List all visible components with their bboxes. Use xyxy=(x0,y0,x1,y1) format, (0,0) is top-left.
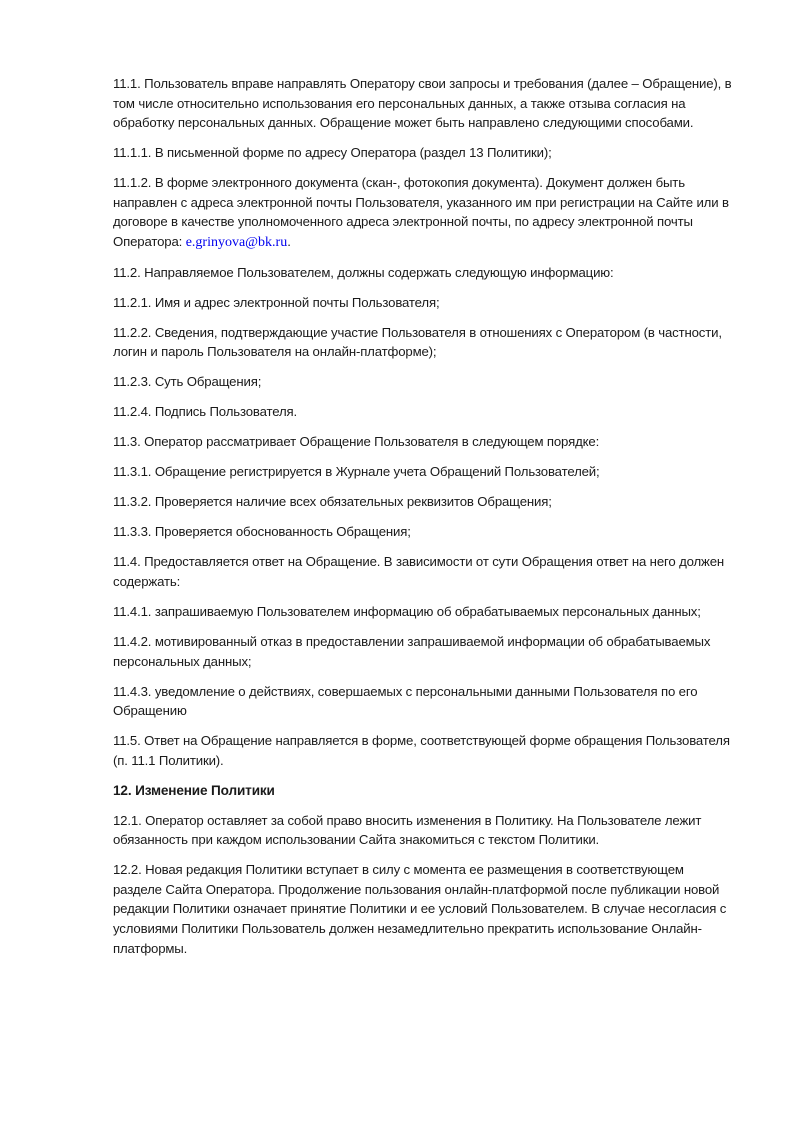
paragraph-11-2-2: 11.2.2. Сведения, подтверждающие участие Пользователя в отношениях с Оператором (в частности, логин и пароль Пользователя на онлайн-платформе); xyxy=(113,324,722,360)
paragraph-11-4-2: 11.4.2. мотивированный отказ в предоставлении запрашиваемой информации об обрабатываемых персональных данных; xyxy=(113,633,711,669)
section-heading-12: 12. Изменение Политики xyxy=(113,782,275,798)
paragraph-11-4-3: 11.4.3. уведомление о действиях, совершаемых с персональными данными Пользователя по его Обращению xyxy=(113,683,698,719)
paragraph-11-3-1: 11.3.1. Обращение регистрируется в Журнале учета Обращений Пользователей; xyxy=(113,464,600,480)
paragraph-11-2-4: 11.2.4. Подпись Пользователя. xyxy=(113,404,298,420)
paragraph-11-3-3: 11.3.3. Проверяется обоснованность Обращения; xyxy=(113,524,411,540)
paragraph-11-1-2-end: . xyxy=(287,233,291,249)
paragraph-11-1: 11.1. Пользователь вправе направлять Оператору свои запросы и требования (далее – Обращение), в том числе относительно использования его персональных данных, а также отзыва согласия на обработку персональных данных. Обращение может быть направлено следующими способами. xyxy=(113,76,732,131)
paragraph-11-3-2: 11.3.2. Проверяется наличие всех обязательных реквизитов Обращения; xyxy=(113,494,552,510)
paragraph-11-2-1: 11.2.1. Имя и адрес электронной почты Пользователя; xyxy=(113,294,440,310)
paragraph-11-3: 11.3. Оператор рассматривает Обращение Пользователя в следующем порядке: xyxy=(113,434,600,450)
paragraph-11-4: 11.4. Предоставляется ответ на Обращение. В зависимости от сути Обращения ответ на него должен содержать: xyxy=(113,554,725,589)
paragraph-11-1-2 xyxy=(113,173,733,252)
operator-email-link[interactable]: e.grinyova@bk.ru xyxy=(185,234,288,250)
paragraph-11-4-1: 11.4.1. запрашиваемую Пользователем информацию об обрабатываемых персональных данных; xyxy=(113,603,701,619)
paragraph-12-1: 12.1. Оператор оставляет за собой право вносить изменения в Политику. На Пользователе лежит обязанность при каждом использовании Сайта знакомиться с текстом Политики. xyxy=(113,812,702,848)
paragraph-11-2-3: 11.2.3. Суть Обращения; xyxy=(113,374,262,390)
paragraph-12-2: 12.2. Новая редакция Политики вступает в силу с момента ее размещения в соответствующем разделе Сайта Оператора. Продолжение пользования онлайн-платформой после публикации новой редакции Политики означает принятие Политики и ее условий Пользователем. В случае несогласия с условиями Политики Пользователь должен незамедлительно прекратить использование Онлайн-платформы. xyxy=(113,862,727,956)
paragraph-11-1-2-text: 11.1.2. В форме электронного документа (скан-, фотокопия документа). Документ должен быть направлен с адреса электронной почты Пользователя, указанного им при регистрации на Сайте или в договоре в качестве уполномоченного адреса электронной почты, по адресу электронной почты Оператора: xyxy=(113,175,729,249)
document-page xyxy=(113,74,733,969)
paragraph-11-1-1: 11.1.1. В письменной форме по адресу Оператора (раздел 13 Политики); xyxy=(113,145,552,161)
paragraph-11-2: 11.2. Направляемое Пользователем, должны содержать следующую информацию: xyxy=(113,264,614,280)
paragraph-11-5: 11.5. Ответ на Обращение направляется в форме, соответствующей форме обращения Пользователя (п. 11.1 Политики). xyxy=(113,733,730,768)
